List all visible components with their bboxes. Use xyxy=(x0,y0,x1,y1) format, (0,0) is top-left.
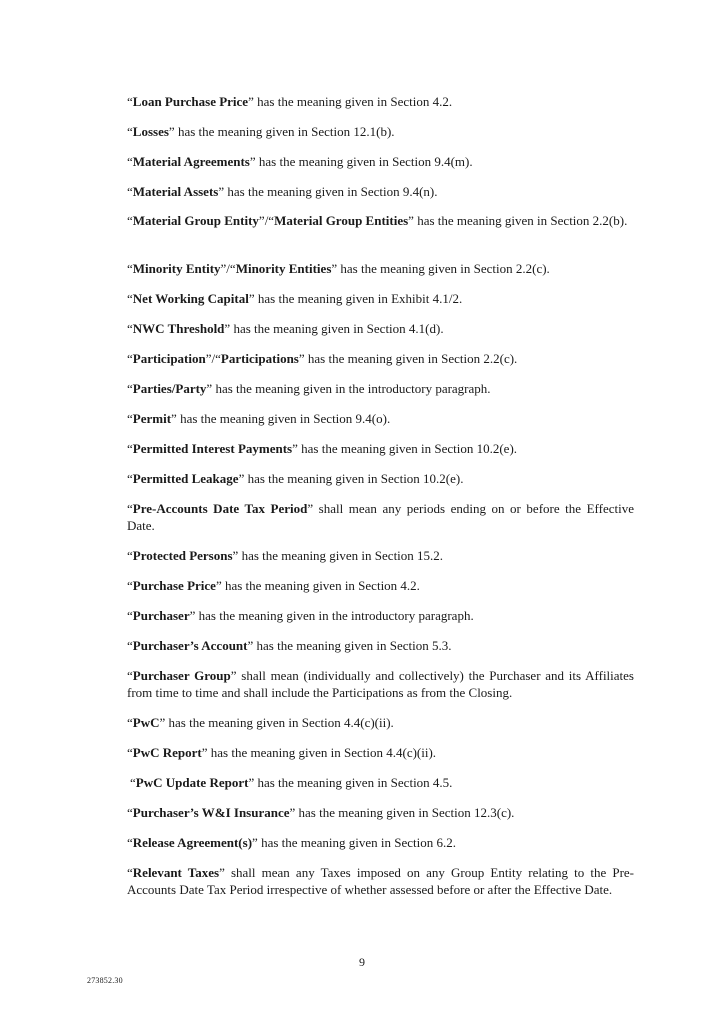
definition-release-agreements: “Release Agreement(s)” has the meaning given in Section 6.2. xyxy=(127,835,457,850)
definition-protected-persons: “Protected Persons” has the meaning given in Section 15.2. xyxy=(127,548,444,563)
definition-pwc-report: “PwC Report” has the meaning given in Section 4.4(c)(ii). xyxy=(127,745,437,760)
definition-text: has the meaning given in Section 2.2(c). xyxy=(304,351,518,366)
definition-loan-purchase-price: “Loan Purchase Price” has the meaning given in Section 4.2. xyxy=(127,94,453,109)
defined-term: Net Working Capital xyxy=(132,291,249,306)
definition-material-agreements: “Material Agreements” has the meaning given in Section 9.4(m). xyxy=(127,154,473,169)
defined-term: Material Assets xyxy=(132,184,219,199)
definition-participation: “Participation”/“Participations” has the meaning given in Section 2.2(c). xyxy=(127,351,518,366)
definition-text: shall mean any Taxes imposed on any Group Entity relating to the Pre-Accounts Date Tax Period irrespective of whether assessed before or after the Effective Date. xyxy=(127,865,635,897)
page-number: 9 xyxy=(359,955,365,969)
definition-text: has the meaning given in Exhibit 4.1/2. xyxy=(254,291,463,306)
definition-material-group-entity: “Material Group Entity”/“Material Group Entities” has the meaning given in Section 2.2(b). xyxy=(127,213,628,228)
defined-term: Permit xyxy=(132,411,172,426)
definition-nwc-threshold: “NWC Threshold” has the meaning given in Section 4.1(d). xyxy=(127,321,444,336)
definition-purchaser: “Purchaser” has the meaning given in the introductory paragraph. xyxy=(127,608,474,623)
definition-permitted-interest-payments: “Permitted Interest Payments” has the meaning given in Section 10.2(e). xyxy=(127,441,518,456)
definition-relevant-taxes: “Relevant Taxes” shall mean any Taxes imposed on any Group Entity relating to the Pre-Accounts Date Tax Period irrespective of whether assessed before or after the Effective Date. xyxy=(127,865,635,897)
definition-permit: “Permit” has the meaning given in Section 9.4(o). xyxy=(127,411,391,426)
defined-term: PwC Update Report xyxy=(135,775,249,790)
definition-purchaser-group: “Purchaser Group” shall mean (individually and collectively) the Purchaser and its Affiliates from time to time and shall include the Participations as from the Closing. xyxy=(127,668,634,700)
definition-text: has the meaning given in Section 15.2. xyxy=(238,548,444,563)
defined-term-plural: Minority Entities xyxy=(235,261,332,276)
definition-material-assets: “Material Assets” has the meaning given in Section 9.4(n). xyxy=(127,184,438,199)
defined-term: Material Agreements xyxy=(132,154,250,169)
definition-purchase-price: “Purchase Price” has the meaning given in Section 4.2. xyxy=(127,578,420,593)
definition-text: has the meaning given in Section 12.1(b). xyxy=(174,124,395,139)
definition-text: has the meaning given in Section 10.2(e). xyxy=(244,471,464,486)
definition-text: has the meaning given in the introductory paragraph. xyxy=(212,381,491,396)
definition-net-working-capital: “Net Working Capital” has the meaning given in Exhibit 4.1/2. xyxy=(127,291,463,306)
defined-term: Loan Purchase Price xyxy=(132,94,249,109)
definition-text: has the meaning given in Section 10.2(e). xyxy=(297,441,518,456)
definition-text: has the meaning given in Section 9.4(m). xyxy=(255,154,473,169)
defined-term: PwC xyxy=(132,715,160,730)
definition-text: has the meaning given in Section 2.2(c). xyxy=(337,261,550,276)
definition-text: has the meaning given in Section 2.2(b). xyxy=(413,213,628,228)
definition-text: has the meaning given in Section 12.3(c). xyxy=(295,805,515,820)
definition-text: has the meaning given in Section 4.2. xyxy=(253,94,453,109)
defined-term: Permitted Leakage xyxy=(132,471,239,486)
defined-term: Parties/Party xyxy=(132,381,207,396)
defined-term-plural: Material Group Entities xyxy=(274,213,409,228)
definition-text: shall mean (individually and collectively) the Purchaser and its Affiliates from time to time and shall include the Participations as from the Closing. xyxy=(127,668,634,700)
definition-text: has the meaning given in Section 4.2. xyxy=(221,578,420,593)
definition-text: has the meaning given in the introductory paragraph. xyxy=(195,608,474,623)
definition-text: has the meaning given in Section 9.4(o). xyxy=(176,411,391,426)
definition-losses: “Losses” has the meaning given in Section 12.1(b). xyxy=(127,124,395,139)
definition-purchasers-account: “Purchaser’s Account” has the meaning given in Section 5.3. xyxy=(127,638,452,653)
defined-term: Protected Persons xyxy=(132,548,233,563)
definition-text: shall mean any periods ending on or before the Effective Date. xyxy=(127,501,634,533)
definition-text: has the meaning given in Section 4.1(d). xyxy=(230,321,444,336)
defined-term: Losses xyxy=(132,124,169,139)
definition-text: has the meaning given in Section 4.5. xyxy=(254,775,453,790)
defined-term: Relevant Taxes xyxy=(132,865,220,880)
definition-minority-entity: “Minority Entity”/“Minority Entities” has the meaning given in Section 2.2(c). xyxy=(127,261,550,276)
definition-text: has the meaning given in Section 9.4(n). xyxy=(224,184,438,199)
defined-term: Purchaser’s W&I Insurance xyxy=(132,805,290,820)
definition-pwc: “PwC” has the meaning given in Section 4.4(c)(ii). xyxy=(127,715,394,730)
document-reference: 273852.30 xyxy=(87,976,123,985)
definition-pre-accounts-date-tax-period: “Pre-Accounts Date Tax Period” shall mean any periods ending on or before the Effective Date. xyxy=(127,501,634,533)
definition-parties-party: “Parties/Party” has the meaning given in the introductory paragraph. xyxy=(127,381,491,396)
definition-purchasers-wi-insurance: “Purchaser’s W&I Insurance” has the meaning given in Section 12.3(c). xyxy=(127,805,515,820)
defined-term-plural: Participations xyxy=(220,351,299,366)
defined-term: Permitted Interest Payments xyxy=(132,441,293,456)
defined-term: Purchase Price xyxy=(132,578,216,593)
defined-term: Purchaser Group xyxy=(132,668,231,683)
defined-term: Minority Entity xyxy=(132,261,221,276)
definition-permitted-leakage: “Permitted Leakage” has the meaning given in Section 10.2(e). xyxy=(127,471,464,486)
defined-term: Purchaser xyxy=(132,608,190,623)
definition-text: has the meaning given in Section 5.3. xyxy=(253,638,452,653)
defined-term: Purchaser’s Account xyxy=(132,638,248,653)
definition-text: has the meaning given in Section 4.4(c)(ii). xyxy=(207,745,437,760)
defined-term: PwC Report xyxy=(132,745,202,760)
definition-text: has the meaning given in Section 6.2. xyxy=(257,835,457,850)
defined-term: Participation xyxy=(132,351,206,366)
defined-term: Material Group Entity xyxy=(132,213,259,228)
definition-text: has the meaning given in Section 4.4(c)(ii). xyxy=(165,715,394,730)
definition-pwc-update-report: “PwC Update Report” has the meaning given in Section 4.5. xyxy=(130,775,453,790)
defined-term: Pre-Accounts Date Tax Period xyxy=(132,501,308,516)
defined-term: NWC Threshold xyxy=(132,321,225,336)
defined-term: Release Agreement(s) xyxy=(132,835,253,850)
